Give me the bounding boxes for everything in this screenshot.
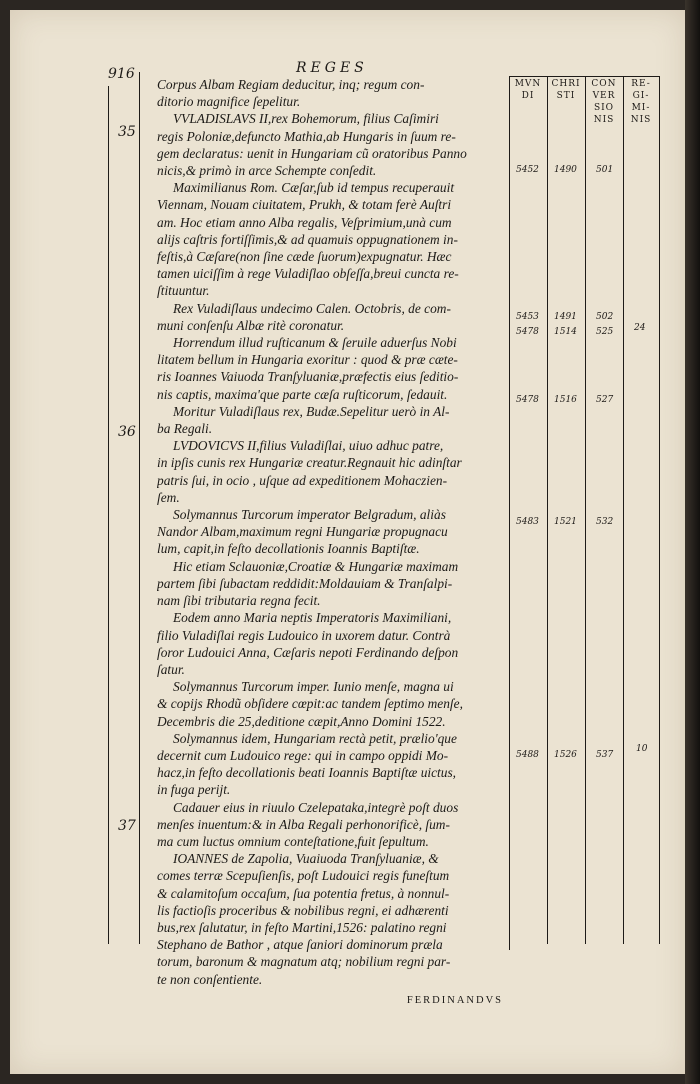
text-line: regis Poloniæ,defuncto Mathia,ab Hungaris in ſuum re- [157,128,456,144]
year-conversionis: 527 [596,395,614,405]
left-rule [108,86,109,944]
year-mundi: 5478 [516,327,539,337]
text-line: bus,rex ſalutatur, in feſto Martini,1526: palatino regni [157,919,447,935]
year-conversionis: 537 [596,750,614,760]
text-line: Horrendum illud ruſticanum & ſeruile aduerſus Nobi [173,335,457,351]
year-mundi: 5483 [516,517,539,527]
text-line: in fuga perijt. [157,782,231,798]
text-line: am. Hoc etiam anno Alba regalis, Veſprimium,unà cum [157,214,452,230]
text-line: ſtituuntur. [157,283,210,299]
text-line: VVLADISLAVS II,rex Bohemorum, filius Caſimiri [173,111,439,127]
column-head-regiminis: RE- GI- MI- NIS [630,79,652,125]
year-conversionis: 525 [596,327,614,337]
text-line: ma cum luctus omnium conteſtatione,fuit ſepultum. [157,833,429,849]
running-head: REGES [296,60,368,76]
text-line: decernit cum Ludouico rege: qui in campo oppidi Mo- [157,747,449,763]
margin-number-35: 35 [118,124,136,140]
text-line: torum, baronum & magnatum atq; nobilium regni par- [157,954,451,970]
text-line: te non conſentiente. [157,971,263,987]
text-line: nis captis, maxima'que parte cæſa ruſticorum, ſedauit. [157,386,448,402]
text-line: hacz,in feſto decollationis beati Ioannis Baptiſtæ uictus, [157,765,457,781]
body-text [157,76,503,1009]
col-rule-2 [585,76,586,944]
year-regiminis: 24 [634,323,646,333]
text-line: filio Vuladiſlai regis Ludouico in uxorem datur. Contrà [157,627,451,643]
margin-number-36: 36 [118,424,136,440]
margin-number-37: 37 [118,818,136,834]
text-line: Eodem anno Maria neptis Imperatoris Maximiliani, [173,610,452,626]
text-line: LVDOVICVS II,filius Vuladiſlai, uiuo adhuc patre, [173,438,444,454]
text-line: Rex Vuladiſlaus undecimo Calen. Octobris, de com- [173,300,451,316]
year-christi: 1516 [554,395,577,405]
year-conversionis: 532 [596,517,614,527]
year-mundi: 5478 [516,395,539,405]
text-line: alijs caſtris fortiſſimis,& ad quamuis oppugnationem in- [157,231,458,247]
text-line: lis factioſis proceribus & nobilibus regni, ei adhærenti [157,902,449,918]
page-number: 916 [108,66,135,82]
text-line: Corpus Albam Regiam deducitur, inq; regum con- [157,77,425,92]
col-rule-4 [659,76,660,944]
year-mundi: 5488 [516,750,539,760]
year-conversionis: 501 [596,165,614,175]
left-rule-inner [139,72,140,944]
text-line: IOANNES de Zapolia, Vuaiuoda Tranſyluaniæ, & [173,851,439,867]
text-line: Hic etiam Sclauoniæ,Croatiæ & Hungariæ maximam [173,558,459,574]
year-christi: 1491 [554,312,577,322]
text-right-rule [509,76,510,950]
text-line: & copijs Rhodũ obſidere cœpit:ac tandem ſeptimo menſe, [157,696,463,712]
text-line: muni conſenſu Albæ ritè coronatur. [157,317,345,333]
text-line: partem ſibi ſubactam reddidit:Moldauiam & Tranſalpi- [157,575,453,591]
text-line: in ipſis cunis rex Hungariæ creatur.Regnauit hic adinſtar [157,455,462,471]
text-line: Moritur Vuladiſlaus rex, Budæ.Sepelitur uerò in Al- [173,403,450,419]
year-regiminis: 10 [636,744,648,754]
year-christi: 1514 [554,327,577,337]
text-line: & calamitoſum occaſum, ſua potentia fretus, à nonnul- [157,885,450,901]
year-christi: 1490 [554,165,577,175]
column-head-mundi: MVN DI [514,79,542,101]
text-line: ſatur. [157,661,185,677]
catchword: FERDINANDVS [406,994,503,1006]
text-line: Cadauer eius in riuulo Czelepataka,integrè poſt duos [173,799,459,815]
text-line: Solymannus Turcorum imper. Iunio menſe, magna ui [173,679,454,695]
text-line: ditorio magnifice ſepelitur. [157,94,301,110]
year-conversionis: 502 [596,312,614,322]
text-line: litatem bellum in Hungaria exoritur : quod & præ cæte- [157,352,458,368]
text-line: comes terræ Scepuſienſis, poſt Ludouici regis funeſtum [157,868,450,884]
year-christi: 1521 [554,517,577,527]
column-head-conversionis: CON VER SIO NIS [591,79,617,125]
text-line: gem declaratus: uenit in Hungariam cũ oratoribus Panno [157,145,467,161]
text-line: nam ſibi tributaria regna fecit. [157,593,321,609]
year-mundi: 5453 [516,312,539,322]
text-line: patris ſui, in ocio , uſque ad expeditionem Mohaczien- [157,472,448,488]
column-head-christi: CHRI STI [551,79,581,101]
text-line: feſtis,à Cæſare(non ſine cæde ſuorum)expugnatur. Hæc [157,249,452,265]
text-line: Solymannus Turcorum imperator Belgradum, aliàs [173,507,446,523]
year-mundi: 5452 [516,165,539,175]
text-line: Decembris die 25,deditione cæpit,Anno Domini 1522. [157,713,446,729]
col-rule-1 [547,76,548,944]
text-line: ſem. [157,489,180,505]
text-line: lum, capit,in feſto decollationis Ioannis Baptiſtæ. [157,541,420,557]
text-line: ba Regali. [157,421,213,437]
text-line: Viennam, Nouam ciuitatem, Prukh, & totam ferè Auſtri [157,197,452,213]
text-line: Solymannus idem, Hungariam rectà petit, prælio'que [173,730,457,746]
text-line: menſes inuentum:& in Alba Regali perhonorificè, ſum- [157,816,450,832]
year-christi: 1526 [554,750,577,760]
col-rule-3 [623,76,624,944]
text-line: Nandor Albam,maximum regni Hungariæ propugnacu [157,524,448,540]
text-line: Stephano de Bathor , atque ſaniori dominorum præla [157,937,443,953]
text-line: tamen uiciſſim à rege Vuladiſlao obſeſſa,breui cuncta re- [157,266,459,282]
text-line: Maximilianus Rom. Cæſar,ſub id tempus recuperauit [173,180,455,196]
text-line: ris Ioannes Vaiuoda Tranſyluaniæ,præfectis eius ſeditio- [157,369,459,385]
text-line: ſoror Ludouici Anna, Cæſaris nepoti Ferdinando deſpon [157,644,459,660]
text-line: nicis,& primò in arce Schempte conſedit. [157,163,377,179]
header-rule [509,76,659,77]
book-spine [685,0,700,1084]
